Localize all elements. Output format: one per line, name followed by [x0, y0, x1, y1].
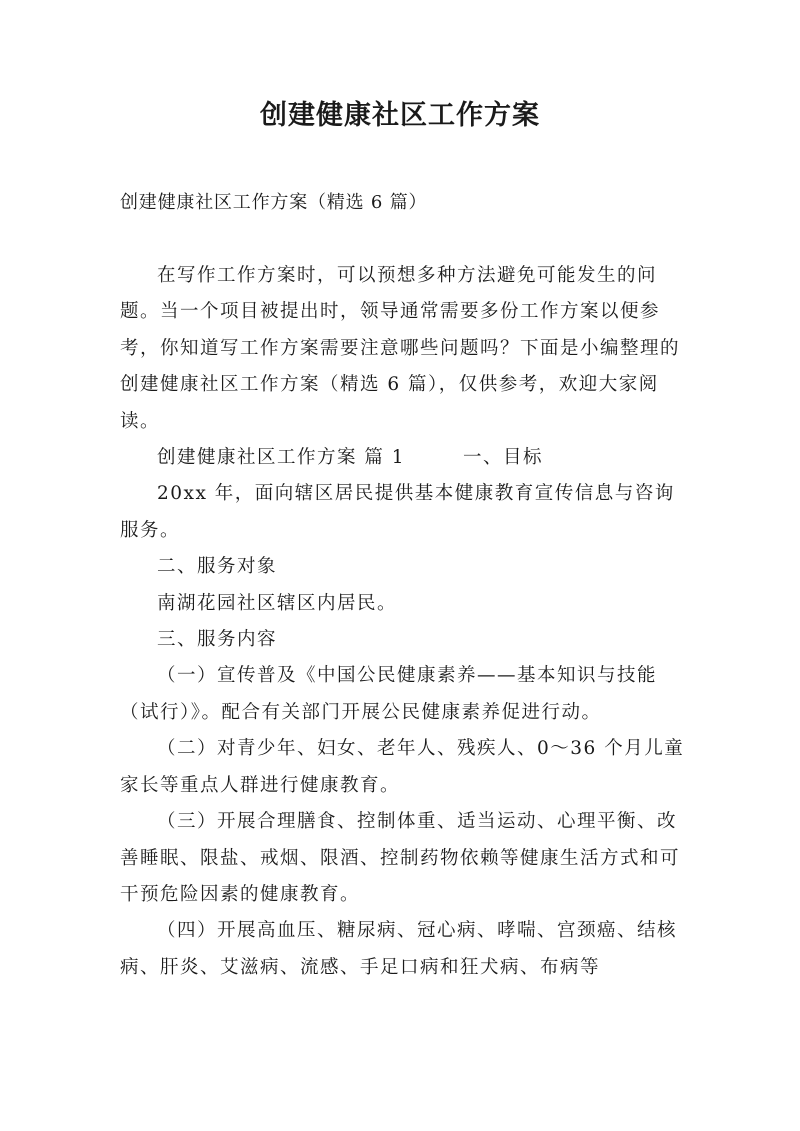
content-item-2: （二）对青少年、妇女、老年人、残疾人、0～36 个月儿童家长等重点人群进行健康教育。: [120, 738, 685, 796]
content-item-1: （一）宣传普及《中国公民健康素养——基本知识与技能（试行）》。配合有关部门开展公民健康素养促进行动。: [120, 665, 658, 723]
document-body: [120, 258, 692, 986]
content-heading: 三、服务内容: [157, 629, 278, 651]
target-paragraph: 南湖花园社区辖区内居民。: [157, 592, 398, 614]
goal-paragraph: 20xx 年，面向辖区居民提供基本健康教育宣传信息与咨询服务。: [120, 483, 675, 541]
section-heading: 创建健康社区工作方案 篇 1: [157, 447, 406, 469]
document-subtitle: 创建健康社区工作方案（精选 6 篇）: [120, 192, 428, 213]
content-item-4: （四）开展高血压、糖尿病、冠心病、哮喘、宫颈癌、结核病、肝炎、艾滋病、流感、手足口病和狂犬病、布病等: [120, 920, 678, 978]
target-heading: 二、服务对象: [157, 556, 278, 578]
document-title: 创建健康社区工作方案: [260, 100, 540, 131]
intro-paragraph: 在写作工作方案时，可以预想多种方法避免可能发生的问题。当一个项目被提出时，领导通常需要多份工作方案以便参考，你知道写工作方案需要注意哪些问题吗？下面是小编整理的创建健康社区工作方案（精选 6 篇），仅供参考，欢迎大家阅读。: [120, 265, 681, 432]
section-heading-line: [120, 440, 692, 476]
goal-heading: 一、目标: [463, 447, 544, 469]
content-item-3: （三）开展合理膳食、控制体重、适当运动、心理平衡、改善睡眠、限盐、戒烟、限酒、控制药物依赖等健康生活方式和可干预危险因素的健康教育。: [120, 811, 681, 905]
